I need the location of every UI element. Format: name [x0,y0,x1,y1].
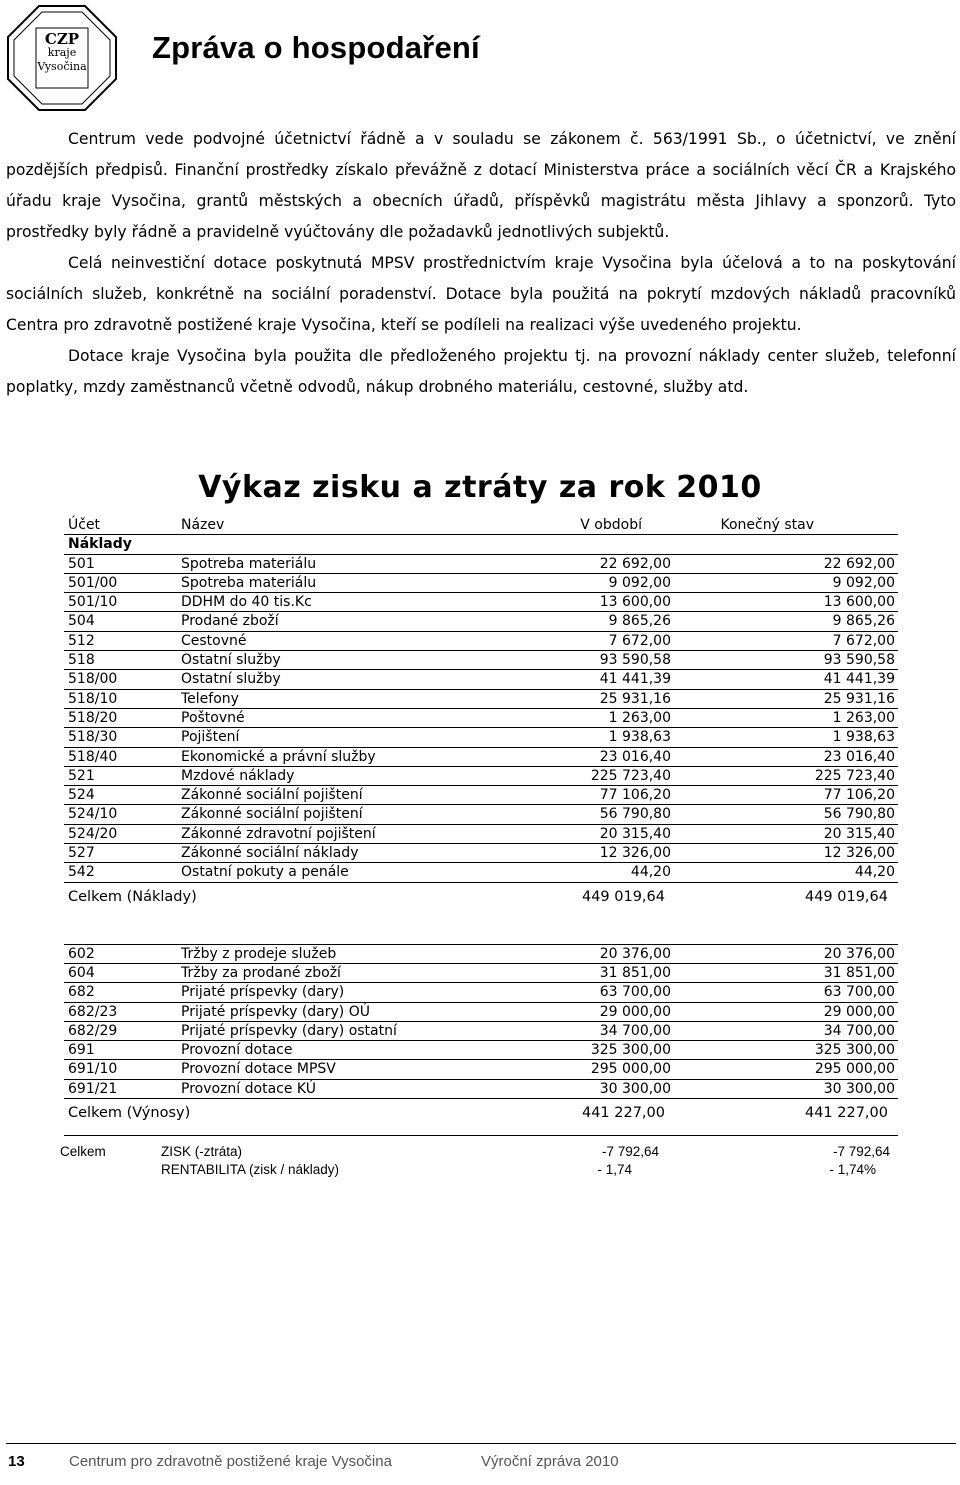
cell-account: 501/00 [68,574,118,591]
section-gap [64,911,898,944]
cell-account: 521 [68,767,95,784]
cell-account: 518/40 [68,748,118,765]
cell-name: Ekonomické a právní služby [181,748,376,765]
costs-rows [64,555,898,883]
cell-final: 25 931,16 [823,690,895,707]
table-row [64,805,898,824]
cell-period: 225 723,40 [590,767,671,784]
summary-label: Celkem [60,1144,106,1159]
cell-final: 30 300,00 [823,1080,895,1097]
cell-name: Provozní dotace MPSV [181,1061,336,1078]
cell-final: 93 590,58 [823,652,895,669]
report-title: Výkaz zisku a ztráty za rok 2010 [198,470,762,505]
table-row [64,709,898,728]
cell-final: 13 600,00 [823,594,895,611]
cell-final: 225 723,40 [814,767,895,784]
table-row [64,651,898,670]
cell-final: 44,20 [854,864,895,881]
table-row [64,945,898,964]
cell-name: Cestovné [181,632,247,649]
table-row [64,786,898,805]
summary-block [60,1142,900,1178]
cell-name: Prijaté príspevky (dary) [181,984,345,1001]
column-header-name: Název [181,517,225,533]
footer-report-name: Výroční zpráva 2010 [481,1453,619,1470]
cell-name: Pojištení [181,729,240,746]
profit-period: -7 792,64 [601,1144,659,1159]
income-statement-table [64,516,898,1136]
cell-name: Spotreba materiálu [181,555,317,572]
cell-name: Prodané zboží [181,613,279,630]
cell-account: 691 [68,1042,95,1059]
cell-period: 93 590,58 [599,652,671,669]
cell-account: 504 [68,613,95,630]
table-row [64,1080,898,1099]
column-header-final: Konečný stav [720,517,814,533]
page-number: 13 [8,1453,25,1470]
table-row [64,825,898,844]
cell-account: 512 [68,632,95,649]
cell-account: 501/10 [68,594,118,611]
cell-name: Spotreba materiálu [181,574,317,591]
logo-line-2: kraje [47,46,77,59]
cell-period: 295 000,00 [590,1061,671,1078]
revenues-total-row [64,1099,898,1127]
table-row [64,983,898,1002]
revenues-total-label: Celkem (Výnosy) [68,1105,191,1122]
profitability-label: RENTABILITA (zisk / náklady) [161,1162,340,1177]
cell-final: 9 865,26 [832,613,895,630]
costs-total-row [64,883,898,911]
cell-period: 56 790,80 [599,806,671,823]
cell-account: 518/10 [68,690,118,707]
table-row [64,1003,898,1022]
cell-account: 691/21 [68,1080,118,1097]
cell-period: 7 672,00 [608,632,671,649]
cell-name: Tržby z prodeje služeb [181,945,337,962]
cell-final: 295 000,00 [814,1061,895,1078]
cell-final: 56 790,80 [823,806,895,823]
cell-name: Zákonné sociální pojištení [181,806,363,823]
revenues-total-period: 441 227,00 [581,1105,665,1122]
table-row [64,593,898,612]
cell-name: Provozní dotace [181,1042,293,1059]
profit-final: -7 792,64 [832,1144,890,1159]
table-row [64,964,898,983]
cell-period: 77 106,20 [599,787,671,804]
cell-account: 518/20 [68,709,118,726]
cell-name: Telefony [181,690,239,707]
costs-total-label: Celkem (Náklady) [68,888,197,905]
cell-name: DDHM do 40 tis.Kc [181,594,312,611]
cell-final: 325 300,00 [814,1042,895,1059]
cell-period: 25 931,16 [599,690,671,707]
logo-line-3: Vysočina [37,60,87,73]
logo-text [6,32,118,74]
cell-final: 29 000,00 [823,1003,895,1020]
cell-account: 518/00 [68,671,118,688]
cell-period: 22 692,00 [599,555,671,572]
cell-final: 77 106,20 [823,787,895,804]
section-gap [64,1127,898,1135]
cell-final: 7 672,00 [832,632,895,649]
cell-account: 542 [68,864,95,881]
table-row [64,767,898,786]
cell-name: Poštovné [181,709,245,726]
table-row [64,632,898,651]
cell-name: Tržby za prodané zboží [181,964,341,981]
cell-final: 31 851,00 [823,964,895,981]
column-header-account: Účet [68,517,101,533]
profitability-final: - 1,74% [829,1162,876,1177]
cell-period: 12 326,00 [599,845,671,862]
cell-account: 602 [68,945,95,962]
cell-name: Ostatní služby [181,652,281,669]
cell-period: 20 315,40 [599,825,671,842]
cell-final: 23 016,40 [823,748,895,765]
cell-period: 44,20 [630,864,671,881]
table-row [64,728,898,747]
profit-label: ZISK (-ztráta) [161,1144,243,1159]
cell-name: Zákonné sociální pojištení [181,787,363,804]
cell-account: 527 [68,845,95,862]
cell-period: 41 441,39 [599,671,671,688]
costs-total-final: 449 019,64 [804,888,888,905]
cell-period: 29 000,00 [599,1003,671,1020]
cell-account: 518/30 [68,729,118,746]
cell-period: 13 600,00 [599,594,671,611]
logo [6,4,118,112]
cell-final: 1 938,63 [832,729,895,746]
cell-period: 20 376,00 [599,945,671,962]
table-header [64,516,898,535]
cell-account: 691/10 [68,1061,118,1078]
table-row [64,844,898,863]
cell-account: 682/23 [68,1003,118,1020]
table-row [64,748,898,767]
column-header-period: V období [580,517,642,533]
cell-period: 31 851,00 [599,964,671,981]
costs-total-period: 449 019,64 [581,888,665,905]
cell-period: 30 300,00 [599,1080,671,1097]
table-row [64,863,898,882]
cell-account: 518 [68,652,95,669]
table-row [64,690,898,709]
cell-account: 682 [68,984,95,1001]
revenues-total-final: 441 227,00 [804,1105,888,1122]
intro-paragraph-2: Celá neinvestiční dotace poskytnutá MPSV prostřednictvím kraje Vysočina byla účelová a to na poskytování sociálních služeb, konkrétně na sociální poradenství. Dotace byla použitá na pokrytí mzdových nákladů pracovníků Centra pro zdravotně postižené kraje Vysočina, kteří se podíleli na realizaci výše uvedeného projektu. [6,254,956,334]
cell-period: 325 300,00 [590,1042,671,1059]
costs-section-label-row [64,535,898,554]
cell-name: Provozní dotace KÚ [181,1080,316,1097]
cell-final: 63 700,00 [823,984,895,1001]
footer-divider [6,1443,956,1444]
logo-line-1: CZP [44,30,80,48]
cell-period: 9 865,26 [608,613,671,630]
cell-period: 34 700,00 [599,1022,671,1039]
cell-name: Prijaté príspevky (dary) ostatní [181,1022,397,1039]
cell-final: 22 692,00 [823,555,895,572]
cell-account: 501 [68,555,95,572]
table-row [64,1060,898,1079]
table-row [64,574,898,593]
cell-name: Ostatní služby [181,671,281,688]
table-row [64,612,898,631]
profitability-period: - 1,74 [597,1162,632,1177]
cell-account: 524/10 [68,806,118,823]
cell-period: 63 700,00 [599,984,671,1001]
cell-period: 1 263,00 [608,709,671,726]
cell-final: 20 315,40 [823,825,895,842]
table-row [64,1022,898,1041]
revenues-rows [64,945,898,1099]
cell-final: 12 326,00 [823,845,895,862]
table-row [64,555,898,574]
cell-period: 9 092,00 [608,574,671,591]
cell-period: 23 016,40 [599,748,671,765]
profitability-row [60,1160,900,1178]
summary-top-line [64,1135,898,1136]
profit-row [60,1142,900,1160]
cell-final: 34 700,00 [823,1022,895,1039]
intro-text [6,124,956,403]
cell-account: 604 [68,964,95,981]
cell-name: Mzdové náklady [181,767,295,784]
page-title: Zpráva o hospodaření [152,30,480,65]
table-row [64,1041,898,1060]
cell-period: 1 938,63 [608,729,671,746]
cell-account: 524/20 [68,825,118,842]
cell-account: 682/29 [68,1022,118,1039]
table-row [64,670,898,689]
cell-final: 41 441,39 [823,671,895,688]
costs-section-label: Náklady [68,536,132,553]
cell-final: 1 263,00 [832,709,895,726]
cell-name: Prijaté príspevky (dary) OÚ [181,1003,370,1020]
cell-final: 9 092,00 [832,574,895,591]
cell-final: 20 376,00 [823,945,895,962]
intro-paragraph-1: Centrum vede podvojné účetnictví řádně a v souladu se zákonem č. 563/1991 Sb., o účetnictví, ve znění pozdějších předpisů. Finanční prostředky získalo převážně z dotací Ministerstva práce a sociálních věcí ČR a Krajského úřadu kraje Vysočina, grantů městských a obecních úřadů, příspěvků magistrátu města Jihlavy a sponzorů. Tyto prostředky byly řádně a pravidelně vyúčtovány dle požadavků jednotlivých subjektů. [6,130,956,241]
cell-name: Ostatní pokuty a penále [181,864,349,881]
cell-name: Zákonné sociální náklady [181,845,359,862]
cell-account: 524 [68,787,95,804]
footer-organization: Centrum pro zdravotně postižené kraje Vysočina [69,1453,392,1470]
cell-name: Zákonné zdravotní pojištení [181,825,376,842]
intro-paragraph-3: Dotace kraje Vysočina byla použita dle předloženého projektu tj. na provozní náklady center služeb, telefonní poplatky, mzdy zaměstnanců včetně odvodů, nákup drobného materiálu, cestovné, služby atd. [6,347,956,396]
